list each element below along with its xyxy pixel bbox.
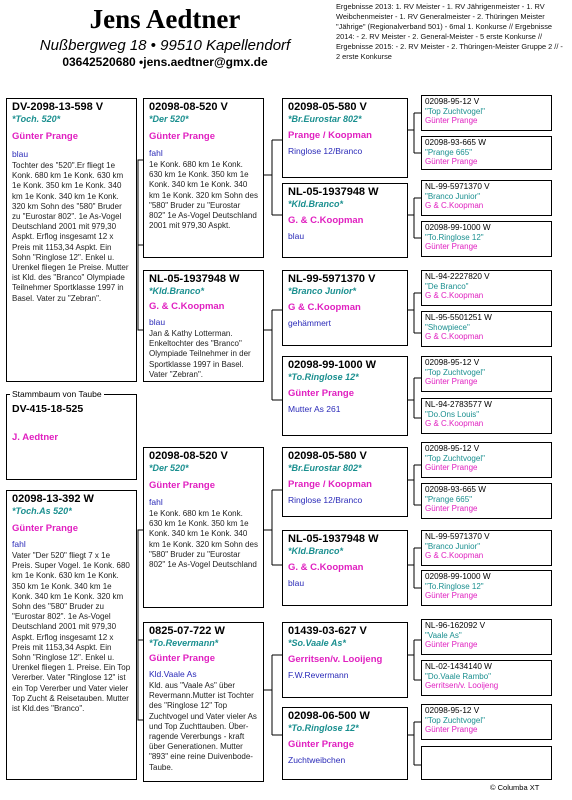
subject-ring: DV-415-18-525 [12, 403, 84, 415]
pigeon-ring: 02098-99-1000 W [425, 572, 491, 581]
pigeon-name: *To.Ringlose 12* [288, 372, 359, 382]
pigeon-name: *Kld.Branco* [149, 286, 205, 296]
pigeon-owner: G & C.Koopman [425, 551, 484, 560]
pigeon-ring: 02098-05-580 V [288, 450, 367, 462]
pigeon-owner: Günter Prange [425, 504, 478, 513]
pigeon-ring: NL-95-5501251 W [425, 313, 492, 322]
pigeon-color: gehämmert [288, 318, 331, 328]
ancestor-card-g112[interactable] [282, 183, 408, 258]
pigeon-description: 1e Konk. 680 km 1e Konk. 630 km 1e Konk. 350 km 1e Konk. 340 km 1e Konk. 340 km 1e Konk. 320 km Sohn des "580" Bruder zu "Eurostar 802" 1e As-Vogel Deutschland 2001 mit 979,30 Aspkt. [149, 160, 258, 231]
pigeon-color: blau [149, 317, 166, 327]
pigeon-ring: 02098-93-665 W [425, 138, 486, 147]
pigeon-ring: NL-99-5971370 V [425, 182, 490, 191]
ancestor-card-s13[interactable] [421, 619, 552, 655]
pigeon-ring: 02098-95-12 V [425, 97, 480, 106]
pigeon-ring: 02098-05-580 V [288, 101, 367, 113]
pigeon-color: blau [288, 231, 305, 241]
pigeon-description: Jan & Kathy Lotterman. Enkeltochter des "Branco" Olympiade Teilnehmer in der Sportklasse 1997 in Basel. Vater "Zebran". [149, 329, 251, 379]
pigeon-owner: Günter Prange [425, 640, 478, 649]
ancestor-card-s1[interactable] [421, 95, 552, 131]
pigeon-name: "Top Zuchtvogel" [425, 106, 485, 116]
pigeon-owner: Günter Prange [425, 242, 478, 251]
pigeon-name: *Der 520* [149, 463, 189, 473]
ancestor-card-g212[interactable] [282, 530, 408, 606]
pigeon-name: "Showpiece" [425, 322, 470, 332]
pigeon-ring: 02098-95-12 V [425, 444, 480, 453]
pigeon-color: fahl [149, 497, 163, 507]
pigeon-owner: Gerritsen/v. Looijeng [425, 681, 499, 690]
pigeon-ring: NL-94-2227820 V [425, 272, 490, 281]
pigeon-name: *Br.Eurostar 802* [288, 114, 362, 124]
ancestor-card-g121[interactable] [282, 270, 408, 346]
pigeon-ring: NL-05-1937948 W [288, 186, 379, 198]
pigeon-owner: Günter Prange [288, 739, 354, 750]
pigeon-owner: Günter Prange [149, 131, 215, 142]
breeder-results: Ergebnisse 2013: 1. RV Meister - 1. RV Jährigenmeister - 1. RV Weibchenmeister - 1. RV Generalmeister - 2. Thüringen Meister "Jährige" (Regionalverband 501) - 6mal 1. Konkurse // Ergebnisse 2014: - 2. RV Meister - 2. General-Meister - 5 erste Konkurse // Ergebnisse 2015: - 2. RV Meister - 2. Thüringen-Meister Gruppe 2 // - 2 erste Konkurse [336, 2, 563, 61]
pigeon-owner: Günter Prange [12, 131, 78, 142]
pigeon-name: *So.Vaale As* [288, 638, 346, 648]
ancestor-card-s2[interactable] [421, 136, 552, 170]
ancestor-card-s6[interactable] [421, 311, 552, 347]
pigeon-owner: G & C.Koopman [288, 302, 361, 313]
maternal-grandmother-card[interactable] [143, 622, 264, 782]
pigeon-ring: NL-99-5971370 V [425, 532, 490, 541]
ancestor-card-s12[interactable] [421, 570, 552, 606]
pigeon-name: *Kld.Branco* [288, 546, 344, 556]
subject-owner: J. Aedtner [12, 432, 59, 443]
pigeon-description: Tochter des "520".Er fliegt 1e Konk. 680 km 1e Konk. 630 km 1e Konk. 350 km 1e Konk. 340 km 1e Konk. 340 km 1e Konk. 320 km Sohn des "580" Bruder zu "Eurostar 802". 1e As-Vogel Deutschland 2001 mit 979,30 Aspkt. Erflog insgesamt 12 x Preis mit 1153,34 Aspkt. Ein Sohn "Ringlose 12". Enkel u. Urenkel fliegen 1e Preise. Mutter ist Kld. des "Branco" Olympiade Teilnehmer Sportklasse 1997 in Basel. Vater zu "Zebran". [12, 161, 129, 303]
ancestor-card-s5[interactable] [421, 270, 552, 306]
pigeon-color: Ringlose 12/Branco [288, 146, 363, 156]
pigeon-owner: Günter Prange [425, 463, 478, 472]
pigeon-name: *To.Ringlose 12* [288, 723, 359, 733]
pigeon-ring: 02098-95-12 V [425, 358, 480, 367]
pigeon-owner: Günter Prange [425, 725, 478, 734]
pigeon-ring: NL-99-5971370 V [288, 273, 376, 285]
ancestor-card-g111[interactable] [282, 98, 408, 178]
pigeon-ring: 02098-13-392 W [12, 493, 94, 505]
pigeon-name: *Branco Junior* [288, 286, 357, 296]
ancestor-card-s7[interactable] [421, 356, 552, 392]
pigeon-color: Ringlose 12/Branco [288, 495, 363, 505]
pigeon-name: "Do.Vaale Rambo" [425, 671, 492, 681]
pigeon-color: fahl [12, 539, 26, 549]
pigeon-name: "Branco Junior" [425, 541, 481, 551]
ancestor-card-s14[interactable] [421, 660, 552, 696]
pigeon-ring: 02098-06-500 W [288, 710, 370, 722]
pigeon-owner: G & C.Koopman [425, 291, 484, 300]
pigeon-owner: Günter Prange [425, 591, 478, 600]
ancestor-card-s10[interactable] [421, 483, 552, 519]
pigeon-owner: G. & C.Koopman [288, 562, 364, 573]
pigeon-ring: 02098-93-665 W [425, 485, 486, 494]
ancestor-card-g221[interactable] [282, 622, 408, 698]
breeder-name: Jens Aedtner [89, 4, 241, 34]
pigeon-ring: 02098-95-12 V [425, 706, 480, 715]
pigeon-color: Zuchtweibchen [288, 755, 346, 765]
pigeon-ring: 02098-08-520 V [149, 450, 228, 462]
pedigree-subject-label: Stammbaum von Taube [12, 389, 102, 399]
pigeon-owner: G. & C.Koopman [149, 301, 225, 312]
pigeon-name: "Branco Junior" [425, 191, 481, 201]
pigeon-color: fahl [149, 148, 163, 158]
pigeon-owner: Gerritsen/v. Looijeng [288, 654, 383, 665]
pigeon-owner: G. & C.Koopman [288, 215, 364, 226]
pigeon-name: "Top Zuchtvogel" [425, 715, 485, 725]
pigeon-color: blau [288, 578, 305, 588]
pigeon-owner: G & C.Koopman [425, 419, 484, 428]
pigeon-ring: NL-02-1434140 W [425, 662, 492, 671]
pigeon-ring: 0825-07-722 W [149, 625, 225, 637]
pigeon-ring: 02098-99-1000 W [425, 223, 491, 232]
pigeon-color: F.W.Revermann [288, 670, 349, 680]
pigeon-description: Kld. aus "Vaale As" über Revermann.Mutter ist Tochter des "Ringlose 12" Top Zuchtvogel und Vater vieler As und Top Zuchttauben. Über-ragende Vererbungs - kraft über Generationen. Mutter "893" eine reine Duivenbode-Taube. [149, 681, 257, 772]
mother-card[interactable] [6, 490, 137, 780]
pigeon-name: "Vaale As" [425, 630, 462, 640]
pigeon-name: "Do.Ons Louis" [425, 409, 480, 419]
pigeon-name: "To.Ringlose 12" [425, 581, 484, 591]
ancestor-card-g222[interactable] [282, 707, 408, 780]
pigeon-name: "Top Zuchtvogel" [425, 453, 485, 463]
pigeon-color: blau [12, 149, 29, 159]
ancestor-card-s3[interactable] [421, 180, 552, 216]
pigeon-color: Mutter As 261 [288, 404, 341, 414]
pigeon-ring: 02098-08-520 V [149, 101, 228, 113]
pigeon-owner: Günter Prange [425, 157, 478, 166]
breeder-contact: 03642520680 •jens.aedtner@gmx.de [62, 55, 268, 69]
pigeon-owner: Günter Prange [149, 653, 215, 664]
pigeon-ring: 02098-99-1000 W [288, 359, 377, 371]
breeder-address: Nußbergweg 18 • 99510 Kapellendorf [39, 37, 291, 54]
paternal-grandfather-card[interactable] [143, 98, 264, 258]
ancestor-card-s9[interactable] [421, 442, 552, 478]
father-card[interactable] [6, 98, 137, 382]
pigeon-name: *To.Revermann* [149, 638, 219, 648]
pigeon-name: *Br.Eurostar 802* [288, 463, 362, 473]
pigeon-description: Vater "Der 520" fliegt 7 x 1e Preis. Super Vogel. 1e Konk. 680 km 1e Konk. 630 km 1e Konk. 350 km 1e Konk. 340 km 1e Konk. 340 km 1e Konk. 320 km Sohn des "580" Bruder zu "Eurostar 802". 1e As-Vogel Deutschland 2001 mit 979,30 Aspkt. Erflog insgesamt 12 x Preis mit 1153,34 Aspkt. Ein Sohn "Ringlose 12". Enkel u. Urenkel fliegen 1. Preise. Ein Top Vererber. Vater "Ringlose 12" ist ein Top Vererber und Vater vieler Top Zucht & Reisetauben. Mutter ist Kld.des "Branco". [12, 551, 131, 714]
paternal-grandmother-card[interactable] [143, 270, 264, 382]
pigeon-ring: NL-96-162092 V [425, 621, 486, 630]
pigeon-owner: G & C.Koopman [425, 332, 484, 341]
ancestor-card-s11[interactable] [421, 530, 552, 566]
pigeon-ring: NL-05-1937948 W [288, 533, 379, 545]
ancestor-card-s4[interactable] [421, 221, 552, 257]
pigeon-name: *Toch.As 520* [12, 506, 72, 516]
pigeon-name: *Der 520* [149, 114, 189, 124]
pigeon-name: "Prange 665" [425, 494, 473, 504]
pigeon-ring: NL-05-1937948 W [149, 273, 240, 285]
pigeon-owner: Günter Prange [425, 377, 478, 386]
pigeon-owner: Prange / Koopman [288, 479, 372, 490]
ancestor-card-g211[interactable] [282, 447, 408, 517]
pigeon-name: "To.Ringlose 12" [425, 232, 484, 242]
subject-card[interactable] [6, 394, 137, 480]
pigeon-ring: NL-94-2783577 W [425, 400, 492, 409]
pigeon-name: "Prange 665" [425, 147, 473, 157]
pigeon-name: "De Branco" [425, 281, 469, 291]
pigeon-ring: 01439-03-627 V [288, 625, 367, 637]
pigeon-owner: Günter Prange [149, 480, 215, 491]
ancestor-card-g122[interactable] [282, 356, 408, 436]
pigeon-description: 1e Konk. 680 km 1e Konk. 630 km 1e Konk. 350 km 1e Konk. 340 km 1e Konk. 340 km 1e Konk. 320 km Sohn des "580" Bruder zu "Eurostar 802" 1e As-Vogel Deutschland [149, 509, 258, 570]
pigeon-owner: Günter Prange [12, 523, 78, 534]
pigeon-owner: Prange / Koopman [288, 130, 372, 141]
pigeon-ring: DV-2098-13-598 V [12, 101, 104, 113]
pigeon-name: *Kld.Branco* [288, 199, 344, 209]
pigeon-owner: Günter Prange [425, 116, 478, 125]
software-credit: © Columba XT [490, 783, 540, 792]
pigeon-owner: Günter Prange [288, 388, 354, 399]
maternal-grandfather-card[interactable] [143, 447, 264, 608]
pigeon-owner: G & C.Koopman [425, 201, 484, 210]
pigeon-name: "Top Zuchtvogel" [425, 367, 485, 377]
pigeon-color: Kld.Vaale As [149, 669, 197, 679]
ancestor-card-s15[interactable] [421, 704, 552, 740]
pigeon-name: *Toch. 520* [12, 114, 61, 124]
ancestor-card-s8[interactable] [421, 398, 552, 434]
ancestor-card-s16[interactable] [421, 746, 552, 780]
